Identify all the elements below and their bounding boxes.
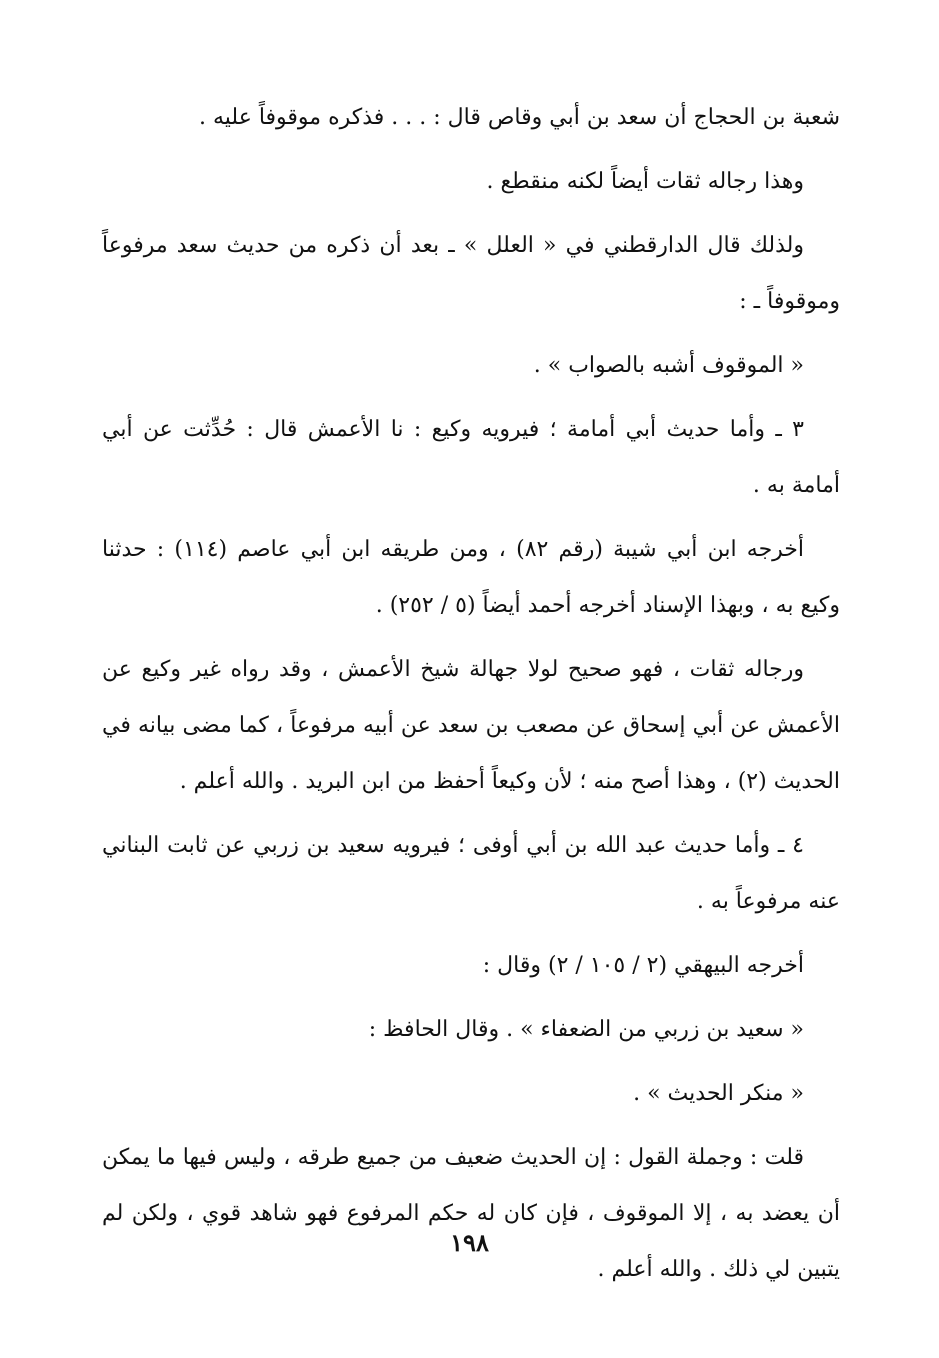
- paragraph: وهذا رجاله ثقات أيضاً لكنه منقطع .: [486, 169, 804, 194]
- paragraph: ورجاله ثقات ، فهو صحيح لولا جهالة شيخ الأعمش ، وقد رواه غير وكيع عن الأعمش عن أبي إسحاق عن مصعب بن سعد عن أبيه مرفوعاً ، كما مضى بيانه في الحديث (٢) ، وهذا أصح منه ؛ لأن وكيعاً أحفظ من ابن البريد . والله أعلم .: [102, 657, 840, 794]
- page-number: ١٩٨: [450, 1228, 489, 1257]
- quote-paragraph: « سعيد بن زربي من الضعفاء » . وقال الحافظ :: [368, 1017, 804, 1042]
- paragraph-continuation: شعبة بن الحجاج أن سعد بن أبي وقاص قال : . . . فذكره موقوفاً عليه .: [199, 105, 840, 130]
- paragraph: ولذلك قال الدارقطني في « العلل » ـ بعد أن ذكره من حديث سعد مرفوعاً وموقوفاً ـ :: [102, 233, 840, 314]
- paragraph: أخرجه ابن أبي شيبة (رقم ٨٢) ، ومن طريقه ابن أبي عاصم (١١٤) : حدثنا وكيع به ، وبهذا الإسناد أخرجه أحمد أيضاً (٥ / ٢٥٢) .: [102, 537, 840, 618]
- paragraph: قلت : وجملة القول : إن الحديث ضعيف من جميع طرقه ، وليس فيها ما يمكن أن يعضد به ، إلا الموقوف ، فإن كان له حكم المرفوع فهو شاهد قوي ، ولكن لم يتبين لي ذلك . والله أعلم .: [102, 1145, 840, 1282]
- paragraph: ٣ ـ وأما حديث أبي أمامة ؛ فيرويه وكيع : نا الأعمش قال : حُدِّثت عن أبي أمامة به .: [102, 417, 840, 498]
- quote-paragraph: « منكر الحديث » .: [633, 1081, 804, 1106]
- quote-paragraph: « الموقوف أشبه بالصواب » .: [533, 353, 804, 378]
- body-text: [102, 90, 840, 1306]
- paragraph: ٤ ـ وأما حديث عبد الله بن أبي أوفى ؛ فيرويه سعيد بن زربي عن ثابت البناني عنه مرفوعاً به .: [102, 833, 840, 914]
- paragraph: أخرجه البيهقي (٢ / ١٠٥ / ٢) وقال :: [482, 953, 804, 978]
